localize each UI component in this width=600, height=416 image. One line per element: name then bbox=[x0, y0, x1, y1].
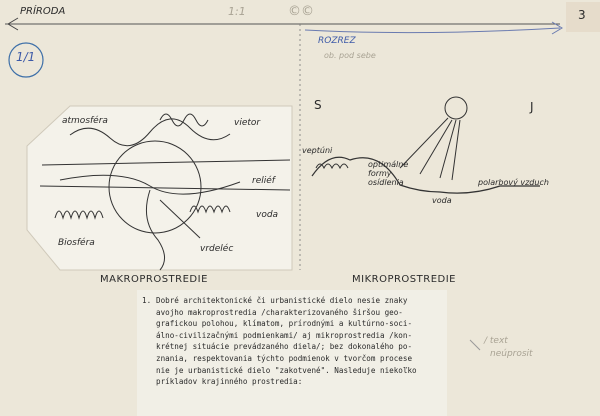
paragraph-number: 1. bbox=[142, 296, 152, 305]
circle-label: 1/1 bbox=[16, 50, 36, 64]
label-atmosphere: atmosféra bbox=[62, 116, 108, 126]
header-title: PRÍRODA bbox=[20, 6, 66, 17]
paragraph-line: grafickou polohou, klímatom, prírodnými a kultúrno-soci- bbox=[156, 319, 413, 329]
typed-paragraph-card bbox=[137, 290, 447, 416]
label-spring: vrdeléc bbox=[200, 244, 234, 254]
label-wind-exposed: veptúni bbox=[302, 146, 333, 155]
label-south: J bbox=[530, 100, 534, 114]
label-relief: reliéf bbox=[252, 176, 275, 186]
left-caption: MAKROPROSTREDIE bbox=[100, 274, 208, 285]
paragraph-line: Dobré architektonické či urbanistické dielo nesie znaky bbox=[156, 296, 408, 305]
paragraph-line: príkladov krajinného prostredia: bbox=[156, 377, 303, 387]
paragraph-line: avojho makroprostredia /charakterizovaného širšou geo- bbox=[156, 307, 403, 317]
small-sun bbox=[445, 97, 467, 119]
paragraph-line: krétnej situácie prevádzaného diela/; bez dokonalého po- bbox=[156, 342, 413, 352]
arrow-right-line bbox=[305, 28, 560, 33]
label-optimal: optimálne formy osídlenia bbox=[368, 160, 409, 187]
paragraph-line: álno-civilizačnými podmienkami/ aj mikroprostredia /kon- bbox=[156, 330, 413, 340]
header-marks: ©© bbox=[288, 4, 314, 19]
paragraph-body bbox=[156, 295, 417, 388]
label-water: voda bbox=[256, 210, 279, 220]
side-note-mark bbox=[470, 340, 480, 350]
label-wind: vietor bbox=[234, 118, 261, 128]
page-number: 3 bbox=[578, 8, 586, 22]
blue-note-title: ROZREZ bbox=[318, 36, 356, 46]
header-scale: 1:1 bbox=[228, 5, 246, 18]
paragraph-line: znania, respektovania týchto podmienok v tvorčom procese bbox=[156, 353, 413, 363]
label-biosphere: Biosféra bbox=[58, 238, 95, 248]
side-note-line2: neúprosit bbox=[490, 349, 533, 359]
label-water-right: voda bbox=[432, 196, 452, 205]
label-cold-air: polarbový vzduch bbox=[478, 178, 549, 187]
label-north: S bbox=[314, 98, 322, 112]
side-note-line1: / text bbox=[484, 336, 508, 346]
right-caption: MIKROPROSTREDIE bbox=[352, 274, 456, 285]
blue-note-sub: ob. pod sebe bbox=[324, 51, 376, 60]
paragraph-line: nie je urbanistické dielo "zakotvené". Nasleduje niekoľko bbox=[156, 365, 417, 375]
